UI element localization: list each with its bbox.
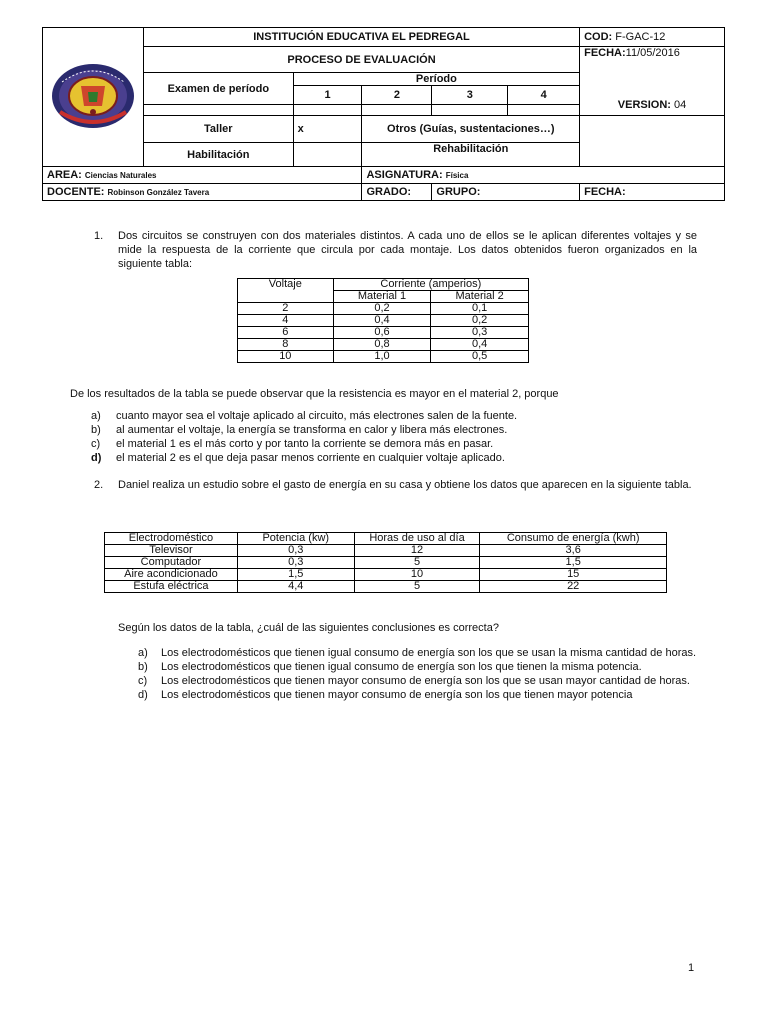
table-row [238,339,529,351]
table-row [238,351,529,363]
current-table-body [238,303,529,363]
blank-cell [362,105,432,116]
question-1-text: Dos circuitos se construyen con dos materiales distintos. A cada uno de ellos se le aplican diferentes voltajes y se mide la respuesta de la corriente que circula por cada montaje. Los datos obtenidos fueron organizados en la siguiente tabla: [118,230,697,270]
table-cell: 6 [238,327,334,339]
current-table [237,278,529,363]
option-letter: d) [138,689,148,701]
option-text: Los electrodomésticos que tienen mayor consumo de energía son los que tienen mayor potencia [161,689,633,701]
table-cell: 0,6 [333,327,431,339]
period-2: 2 [362,86,432,105]
table-row [105,545,667,557]
table-cell: 3,6 [480,545,667,557]
blank-cell [580,116,725,167]
habilitacion-label: Habilitación [143,143,293,167]
option-text: cuanto mayor sea el voltaje aplicado al circuito, más electrones salen de la fuente. [116,410,518,422]
page-number: 1 [688,962,695,974]
table-cell: 12 [354,545,480,557]
blank-cell [293,143,362,167]
option-text: Los electrodomésticos que tienen mayor consumo de energía son los que se usan mayor cantidad de horas. [161,675,690,687]
table-cell: 1,0 [333,351,431,363]
table-cell: 2 [238,303,334,315]
table-header-cell: Potencia (kw) [237,533,354,545]
option-text: el material 1 es el más corto y por tanto la corriente se demora más en pasar. [116,438,494,450]
question-1-stem: De los resultados de la tabla se puede observar que la resistencia es mayor en el material 2, porque [70,388,559,400]
option-letter: c) [138,675,148,687]
table-cell: Estufa eléctrica [105,581,238,593]
process-title: PROCESO DE EVALUACIÓN [143,47,579,73]
option-text: al aumentar el voltaje, la energía se transforma en calor y libera más electrones. [116,424,508,436]
table-header-cell: Electrodoméstico [105,533,238,545]
school-logo [50,62,136,130]
area-cell: AREA: Ciencias Naturales [43,167,362,184]
answer-option [91,410,701,423]
energy-table [104,532,667,593]
option-text: Los electrodomésticos que tienen igual consumo de energía son los que tienen la misma potencia. [161,661,642,673]
otros-label: Otros (Guías, sustentaciones…) [362,116,580,143]
table-row [105,569,667,581]
table-cell: 0,8 [333,339,431,351]
header-material-1: Material 1 [333,291,431,303]
periodo-label: Período [293,73,579,86]
answer-option [91,452,701,465]
option-letter: a) [91,410,101,422]
table-cell: 0,4 [431,339,529,351]
taller-label: Taller [143,116,293,143]
table-cell: 4 [238,315,334,327]
examen-label: Examen de período [143,73,293,105]
blank-cell [432,105,508,116]
institution-name: INSTITUCIÓN EDUCATIVA EL PEDREGAL [143,28,579,47]
table-cell: 10 [238,351,334,363]
table-cell: 0,3 [237,557,354,569]
question-2-stem: Según los datos de la tabla, ¿cuál de las siguientes conclusiones es correcta? [118,622,499,634]
blank-cell [508,105,580,116]
energy-table-header [105,533,667,545]
table-row [105,581,667,593]
table-cell: Aire acondicionado [105,569,238,581]
table-row [238,315,529,327]
answer-option [138,661,697,674]
table-cell: 1,5 [480,557,667,569]
answer-option [138,647,697,660]
period-4: 4 [508,86,580,105]
table-cell: 22 [480,581,667,593]
table-row [238,327,529,339]
option-letter: a) [138,647,148,659]
table-cell: 8 [238,339,334,351]
header-corriente: Corriente (amperios) [333,279,528,291]
fecha-label: FECHA: [580,184,725,201]
table-header-cell: Horas de uso al día [354,533,480,545]
fecha-version-cell: FECHA:11/05/2016 VERSION: 04 [580,47,725,116]
header-material-2: Material 2 [431,291,529,303]
table-cell: 0,2 [431,315,529,327]
table-cell: Televisor [105,545,238,557]
option-letter: b) [91,424,101,436]
question-2-options [138,647,697,703]
answer-option [138,675,697,688]
period-3: 3 [432,86,508,105]
table-cell: 5 [354,557,480,569]
energy-table-body [105,545,667,593]
option-text: Los electrodomésticos que tienen igual consumo de energía son los que se usan la misma cantidad de horas. [161,647,697,659]
table-cell: 0,2 [333,303,431,315]
table-cell: 0,1 [431,303,529,315]
asignatura-cell: ASIGNATURA: Física [362,167,725,184]
question-2-number: 2. [94,479,104,491]
grupo-label: GRUPO: [432,184,580,201]
header-voltaje: Voltaje [238,279,334,303]
table-cell: 10 [354,569,480,581]
grado-label: GRADO: [362,184,432,201]
table-cell: 0,3 [237,545,354,557]
table-cell: 1,5 [237,569,354,581]
blank-cell [143,105,293,116]
table-cell: 15 [480,569,667,581]
cod-cell: COD: F-GAC-12 [580,28,725,47]
table-cell: 0,5 [431,351,529,363]
header-table [42,27,725,201]
option-letter: d) [91,452,102,464]
table-cell: 4,4 [237,581,354,593]
table-row [238,303,529,315]
table-row [105,557,667,569]
answer-option [138,689,697,702]
option-text: el material 2 es el que deja pasar menos corriente en cualquier voltaje aplicado. [116,452,505,464]
school-logo-cell [43,28,144,167]
question-1-number: 1. [94,230,104,242]
table-cell: 0,3 [431,327,529,339]
option-letter: b) [138,661,148,673]
question-2-text: Daniel realiza un estudio sobre el gasto de energía en su casa y obtiene los datos que aparecen en la siguiente tabla. [118,479,692,491]
period-1: 1 [293,86,362,105]
rehabilitacion-label: Rehabilitación [362,143,580,167]
table-cell: 0,4 [333,315,431,327]
blank-cell [293,105,362,116]
table-cell: 5 [354,581,480,593]
docente-cell: DOCENTE: Robinson González Tavera [43,184,362,201]
table-header-cell: Consumo de energía (kwh) [480,533,667,545]
answer-option [91,438,701,451]
taller-mark: x [293,116,362,143]
table-cell: Computador [105,557,238,569]
answer-option [91,424,701,437]
option-letter: c) [91,438,101,450]
question-1-options [91,410,701,466]
